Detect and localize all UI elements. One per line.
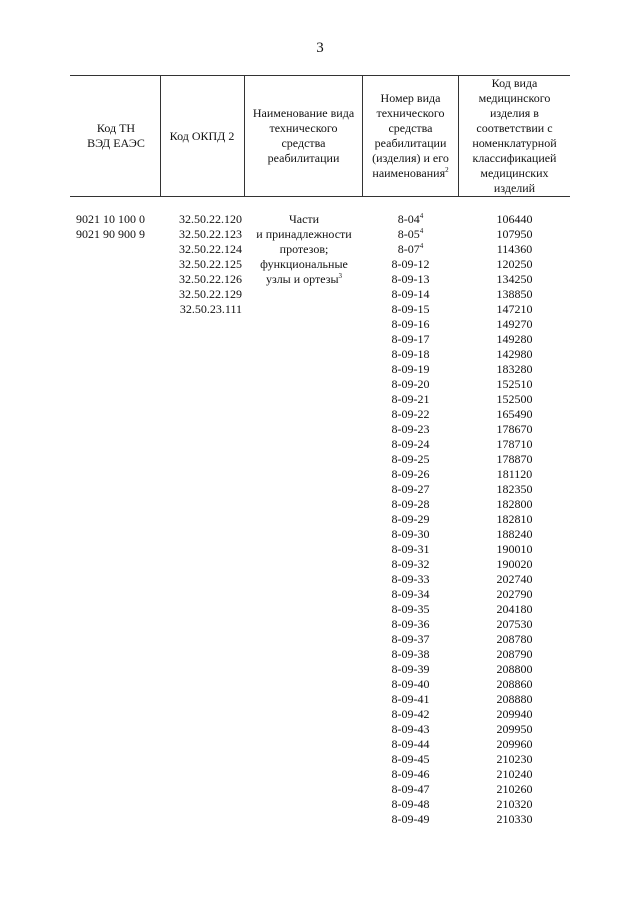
device-number: 8-09-23 xyxy=(391,422,430,436)
med-code: 107950 xyxy=(496,227,533,241)
med-code: 202790 xyxy=(496,587,533,601)
med-code: 207530 xyxy=(496,617,533,631)
okpd-code: 32.50.22.123 xyxy=(179,227,242,241)
med-code: 165490 xyxy=(496,407,533,421)
med-code: 208860 xyxy=(496,677,533,691)
device-number: $8-04^4$ xyxy=(397,212,424,226)
device-number: 8-09-19 xyxy=(391,362,430,376)
med-code: 138850 xyxy=(496,287,533,301)
device-number: 8-09-31 xyxy=(391,542,430,556)
category-line: и принадлежности xyxy=(256,227,352,241)
med-code: 149270 xyxy=(496,317,533,331)
med-code: 152500 xyxy=(496,392,533,406)
category-line: функциональные xyxy=(260,257,348,271)
device-number: 8-09-30 xyxy=(391,527,430,541)
device-number: 8-09-20 xyxy=(391,377,430,391)
table-header-rule xyxy=(70,196,570,197)
med-code: 106440 xyxy=(496,212,533,226)
med-code: 149280 xyxy=(496,332,533,346)
okpd-code: 32.50.22.129 xyxy=(179,287,242,301)
med-code: 210330 xyxy=(496,812,533,826)
header-okpd: Код ОКПД 2 xyxy=(169,128,235,143)
med-code: 210240 xyxy=(496,767,533,781)
med-code: 182810 xyxy=(496,512,533,526)
device-number: 8-09-32 xyxy=(391,557,430,571)
device-number: 8-09-15 xyxy=(391,302,430,316)
okpd-code: 32.50.23.111 xyxy=(179,302,242,316)
med-code: 114360 xyxy=(496,242,533,256)
okpd-code: 32.50.22.125 xyxy=(179,257,242,271)
med-code: 190020 xyxy=(496,557,533,571)
device-number: 8-09-39 xyxy=(391,662,430,676)
header-device-number: Номер вида технического средства реабилитации (изделия) и его наименования$^2$ xyxy=(372,91,449,180)
med-code: 178670 xyxy=(496,422,533,436)
device-number: 8-09-18 xyxy=(391,347,430,361)
device-number: 8-09-33 xyxy=(391,572,430,586)
device-number: 8-09-35 xyxy=(391,602,430,616)
okpd-code: 32.50.22.124 xyxy=(179,242,242,256)
device-number: 8-09-22 xyxy=(391,407,430,421)
med-code: 152510 xyxy=(496,377,533,391)
med-code: 210320 xyxy=(496,797,533,811)
tnved-codes-column xyxy=(76,212,156,242)
device-number: 8-09-26 xyxy=(391,467,430,481)
device-number: 8-09-42 xyxy=(391,707,430,721)
med-code: 208790 xyxy=(496,647,533,661)
med-code: 142980 xyxy=(496,347,533,361)
device-number: 8-09-43 xyxy=(391,722,430,736)
device-number: 8-09-17 xyxy=(391,332,430,346)
device-number: 8-09-27 xyxy=(391,482,430,496)
device-number: 8-09-16 xyxy=(391,317,430,331)
med-code: 209940 xyxy=(496,707,533,721)
device-number: 8-09-14 xyxy=(391,287,430,301)
med-code: 134250 xyxy=(496,272,533,286)
med-code: 208880 xyxy=(496,692,533,706)
device-number: 8-09-38 xyxy=(391,647,430,661)
med-code: 190010 xyxy=(496,542,533,556)
tnved-code: 9021 90 900 9 xyxy=(76,227,145,241)
device-number: 8-09-13 xyxy=(391,272,430,286)
device-number: 8-09-28 xyxy=(391,497,430,511)
med-code: 182350 xyxy=(496,482,533,496)
page-number: 3 xyxy=(316,40,324,56)
device-number: 8-09-37 xyxy=(391,632,430,646)
device-number: 8-09-34 xyxy=(391,587,430,601)
med-code: 208800 xyxy=(496,662,533,676)
device-numbers-column xyxy=(363,212,458,827)
okpd-codes-column xyxy=(162,212,242,317)
med-code: 204180 xyxy=(496,602,533,616)
device-number: 8-09-12 xyxy=(391,257,430,271)
device-number: $8-05^4$ xyxy=(397,227,424,241)
okpd-code: 32.50.22.126 xyxy=(179,272,242,286)
category-line: протезов; xyxy=(279,242,329,256)
device-number: 8-09-44 xyxy=(391,737,430,751)
device-number: 8-09-21 xyxy=(391,392,430,406)
med-code: 181120 xyxy=(496,467,533,481)
header-rehab-type: Наименование вида технического средства реабилитации xyxy=(252,106,355,165)
device-number: 8-09-25 xyxy=(391,452,430,466)
device-number: 8-09-40 xyxy=(391,677,430,691)
med-code: 202740 xyxy=(496,572,533,586)
med-code: 209960 xyxy=(496,737,533,751)
device-number: 8-09-46 xyxy=(391,767,430,781)
med-code: 208780 xyxy=(496,632,533,646)
med-code: 147210 xyxy=(496,302,533,316)
category-line: Части xyxy=(288,212,320,226)
med-code: 210230 xyxy=(496,752,533,766)
med-code: 210260 xyxy=(496,782,533,796)
med-codes-column xyxy=(459,212,570,827)
med-code: 183280 xyxy=(496,362,533,376)
med-code: 120250 xyxy=(496,257,533,271)
device-number: 8-09-48 xyxy=(391,797,430,811)
device-number: 8-09-49 xyxy=(391,812,430,826)
category-line: узлы и ортезы$^3$ xyxy=(265,272,343,286)
device-number: 8-09-29 xyxy=(391,512,430,526)
rehab-category-column xyxy=(246,212,362,287)
device-number: 8-09-24 xyxy=(391,437,430,451)
device-number: 8-09-47 xyxy=(391,782,430,796)
okpd-code: 32.50.22.120 xyxy=(179,212,242,226)
med-code: 178870 xyxy=(496,452,533,466)
header-tnved: Код ТН ВЭД ЕАЭС xyxy=(87,121,145,150)
device-number: 8-09-41 xyxy=(391,692,430,706)
device-number: 8-09-36 xyxy=(391,617,430,631)
device-number: $8-07^4$ xyxy=(397,242,424,256)
med-code: 209950 xyxy=(496,722,533,736)
med-code: 188240 xyxy=(496,527,533,541)
header-med-code: Код вида медицинского изделия в соответствии с номенклатурной классификацией медицинских изделий xyxy=(472,76,557,195)
device-number: 8-09-45 xyxy=(391,752,430,766)
tnved-code: 9021 10 100 0 xyxy=(76,212,145,226)
med-code: 178710 xyxy=(496,437,533,451)
med-code: 182800 xyxy=(496,497,533,511)
